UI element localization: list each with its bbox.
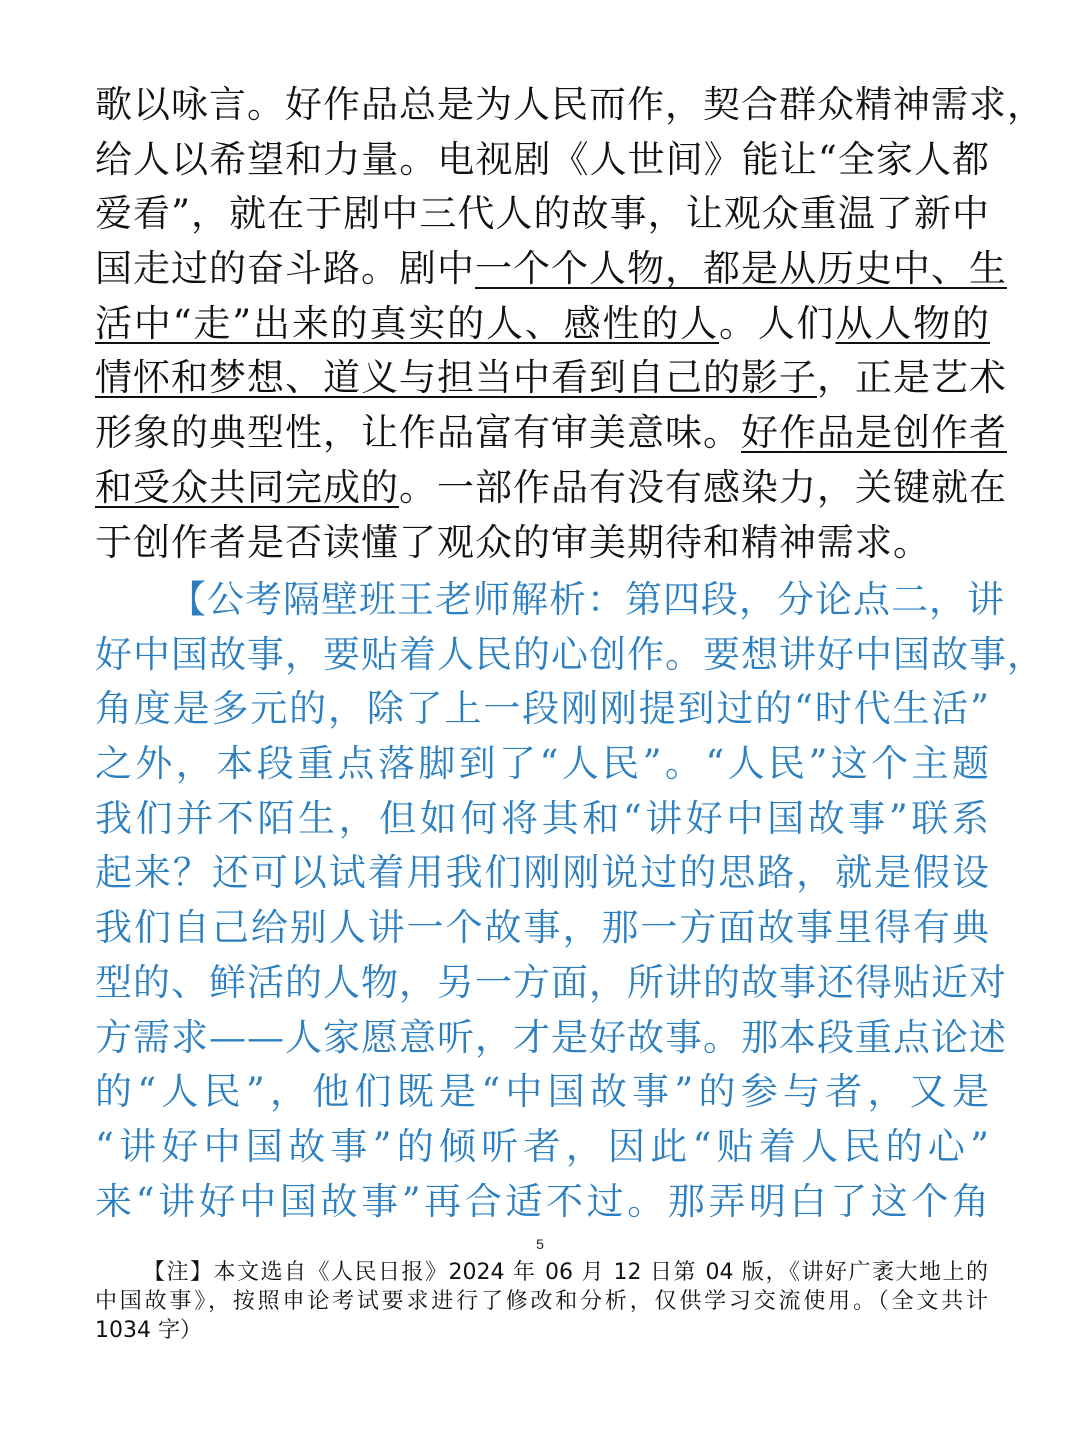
- underlined-text: 活中“走”出来的真实的人、感性的人: [95, 301, 719, 345]
- article-line: [95, 297, 990, 352]
- underlined-text: 情怀和梦想、道义与担当中看到自己的影子: [95, 356, 817, 400]
- article-line: [95, 516, 990, 571]
- article-line: [95, 242, 1007, 297]
- footnote: [95, 1258, 988, 1345]
- analysis-line: “讲好中国故事”的倾听者，因此“贴着人民的心”: [95, 1124, 990, 1168]
- analysis-line: 起来？还可以试着用我们刚刚说过的思路，就是假设: [95, 851, 990, 895]
- text-span: 给人以希望和力量。电视剧《人世间》能让“全家人都: [95, 137, 990, 181]
- underlined-text: 好作品是创作者: [741, 411, 1007, 455]
- text-span: 。一部作品有没有感染力，关键就在: [399, 465, 1007, 509]
- underlined-text: 一个个人物，都是从历史中、生: [475, 247, 1007, 291]
- page-number: 5: [536, 1236, 544, 1252]
- article-line: [95, 461, 1007, 516]
- article-line: [95, 133, 990, 188]
- analysis-line: 的“人民”，他们既是“中国故事”的参与者，又是: [95, 1070, 990, 1114]
- footnote-line: 【注】本文选自《人民日报》2024 年 06 月 12 日第 04 版，《讲好广袤大地上的: [143, 1260, 988, 1285]
- text-span: ，正是艺术: [817, 356, 1007, 400]
- text-span: 。人们: [719, 301, 836, 345]
- analysis-line: 我们并不陌生，但如何将其和“讲好中国故事”联系: [95, 796, 990, 840]
- analysis-line: 型的、鲜活的人物，另一方面，所讲的故事还得贴近对: [95, 960, 1007, 1004]
- text-span: 形象的典型性，让作品富有审美意味。: [95, 411, 741, 455]
- article-paragraph: [95, 78, 1045, 570]
- analysis-line: 之外，本段重点落脚到了“人民”。“人民”这个主题: [95, 742, 990, 786]
- article-line: [95, 78, 1045, 133]
- article-line: [95, 187, 990, 242]
- analysis-line: 【公考隔壁班王老师解析：第四段，分论点二，讲: [169, 578, 1005, 621]
- analysis-line: 方需求——人家愿意听，才是好故事。那本段重点论述: [95, 1015, 1007, 1059]
- analysis-line: 角度是多元的，除了上一段刚刚提到过的“时代生活”: [95, 687, 990, 731]
- article-line: [95, 351, 1007, 406]
- footnote-line: 1034 字）: [95, 1318, 202, 1343]
- analysis-line: 好中国故事，要贴着人民的心创作。要想讲好中国故事，: [95, 632, 1045, 676]
- text-span: 于创作者是否读懂了观众的审美期待和精神需求。: [95, 520, 931, 564]
- text-span: 国走过的奋斗路。剧中: [95, 247, 475, 291]
- footnote-line: 中国故事》，按照申论考试要求进行了修改和分析，仅供学习交流使用。（全文共计: [95, 1289, 988, 1314]
- analysis-line: 我们自己给别人讲一个故事，那一方面故事里得有典: [95, 906, 990, 950]
- underlined-text: 从人物的: [835, 301, 990, 345]
- article-line: [95, 406, 1007, 461]
- underlined-text: 和受众共同完成的: [95, 465, 399, 509]
- text-span: 爱看”，就在于剧中三代人的故事，让观众重温了新中: [95, 192, 990, 236]
- text-span: 歌以咏言。好作品总是为人民而作，契合群众精神需求，: [95, 83, 1045, 126]
- analysis-paragraph: [95, 573, 1045, 1229]
- analysis-line: 来“讲好中国故事”再合适不过。那弄明白了这个角: [95, 1179, 990, 1223]
